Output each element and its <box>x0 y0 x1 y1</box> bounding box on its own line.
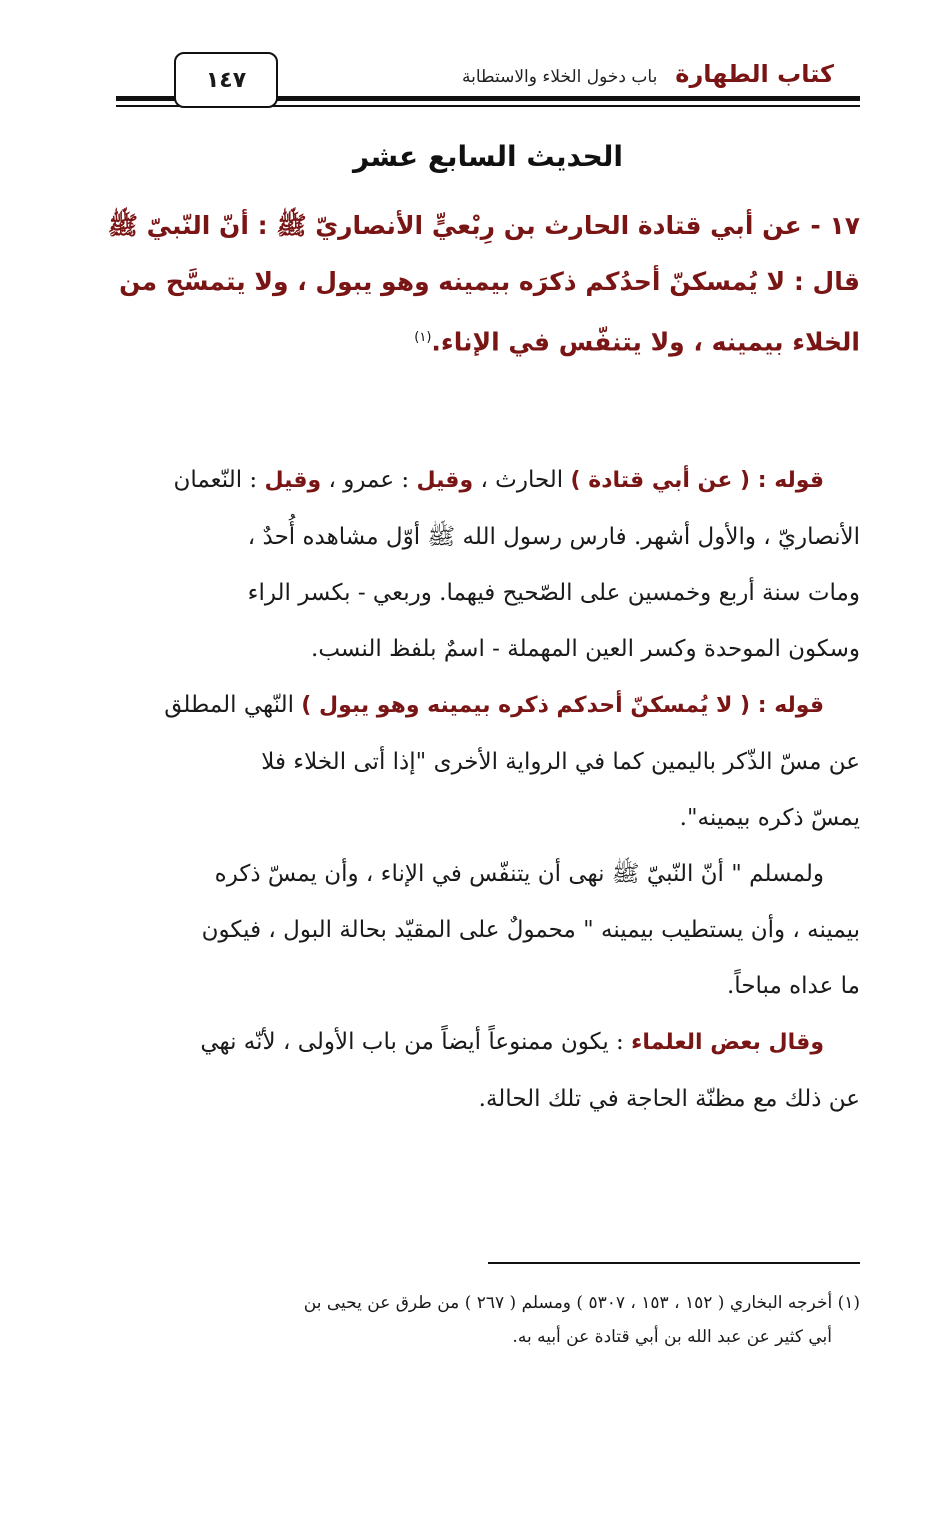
commentary-line: ولمسلم " أنّ النّبيّ ﷺ نهى أن يتنفّس في الإناء ، وأن يمسّ ذكره <box>214 861 824 887</box>
commentary-line: ما عداه مباحاً. <box>727 973 860 999</box>
commentary-text: النّهي المطلق <box>164 692 302 718</box>
book-title: كتاب الطهارة <box>675 60 834 88</box>
commentary-line: ومات سنة أربع وخمسين على الصّحيح فيهما. وربعي - بكسر الراء <box>247 580 860 606</box>
commentary-paragraph-1 <box>116 452 860 677</box>
hadith-line: قال : لا يُمسكنّ أحدُكم ذكرَه بيمينه وهو يبول ، ولا يتمسَّح من <box>119 267 860 296</box>
commentary-text: : النّعمان <box>173 467 265 493</box>
commentary-line <box>116 677 860 734</box>
commentary-paragraph-4 <box>116 1014 860 1127</box>
commentary-text: الحارث ، <box>473 467 571 493</box>
keyword-phrase: وقال بعض العلماء <box>631 1030 824 1055</box>
keyword-phrase: وقيل <box>264 468 322 493</box>
footnote-line: (١) أخرجه البخاري ( ١٥٢ ، ١٥٣ ، ٥٣٠٧ ) ومسلم ( ٢٦٧ ) من طرق عن يحيى بن <box>303 1293 860 1313</box>
commentary-line: وسكون الموحدة وكسر العين المهملة - اسمٌ بلفظ النسب. <box>311 636 860 662</box>
page-number: ١٤٧ <box>174 52 278 108</box>
footnote-line: أبي كثير عن عبد الله بن أبي قتادة عن أبيه به. <box>512 1327 832 1347</box>
commentary-line: الأنصاريّ ، والأول أشهر. فارس رسول الله ﷺ أوّل مشاهده أُحدٌ ، <box>247 524 860 550</box>
commentary-text: : عمرو ، <box>321 467 417 493</box>
commentary-line: يمسّ ذكره بيمينه". <box>679 805 860 831</box>
commentary-paragraph-3 <box>116 846 860 1014</box>
commentary-text: : يكون ممنوعاً أيضاً من باب الأولى ، لأنّه نهي <box>200 1029 632 1055</box>
header-titles <box>462 60 834 88</box>
hadith-line-text: الخلاء بيمينه ، ولا يتنفّس في الإناء. <box>431 327 860 357</box>
chapter-title: باب دخول الخلاء والاستطابة <box>461 67 658 87</box>
page-header <box>116 52 860 114</box>
commentary-line <box>116 452 860 509</box>
commentary-line: عن مسّ الذّكر باليمين كما في الرواية الأخرى "إذا أتى الخلاء فلا <box>261 749 860 775</box>
keyword-phrase: وقيل <box>416 468 474 493</box>
footnote-reference: (١) <box>414 330 432 345</box>
keyword-phrase: قوله : ( عن أبي قتادة ) <box>570 468 824 493</box>
keyword-phrase: قوله : ( لا يُمسكنّ أحدكم ذكره بيمينه وهو يبول ) <box>301 693 824 718</box>
commentary-line <box>116 1014 860 1071</box>
commentary-line: عن ذلك مع مظنّة الحاجة في تلك الحالة. <box>478 1086 860 1112</box>
hadith-line-last <box>116 310 860 370</box>
commentary <box>116 452 860 1127</box>
footnote <box>116 1286 860 1354</box>
hadith-text <box>107 198 860 370</box>
commentary-paragraph-2 <box>116 677 860 846</box>
footnote-separator <box>488 1262 860 1264</box>
commentary-line: بيمينه ، وأن يستطيب بيمينه " محمولٌ على المقيّد بحالة البول ، فيكون <box>201 917 860 943</box>
hadith-heading: الحديث السابع عشر <box>353 140 623 173</box>
hadith-line: ١٧ - عن أبي قتادة الحارث بن رِبْعيٍّ الأنصاريّ ﷺ : أنّ النّبيّ ﷺ <box>107 211 860 240</box>
